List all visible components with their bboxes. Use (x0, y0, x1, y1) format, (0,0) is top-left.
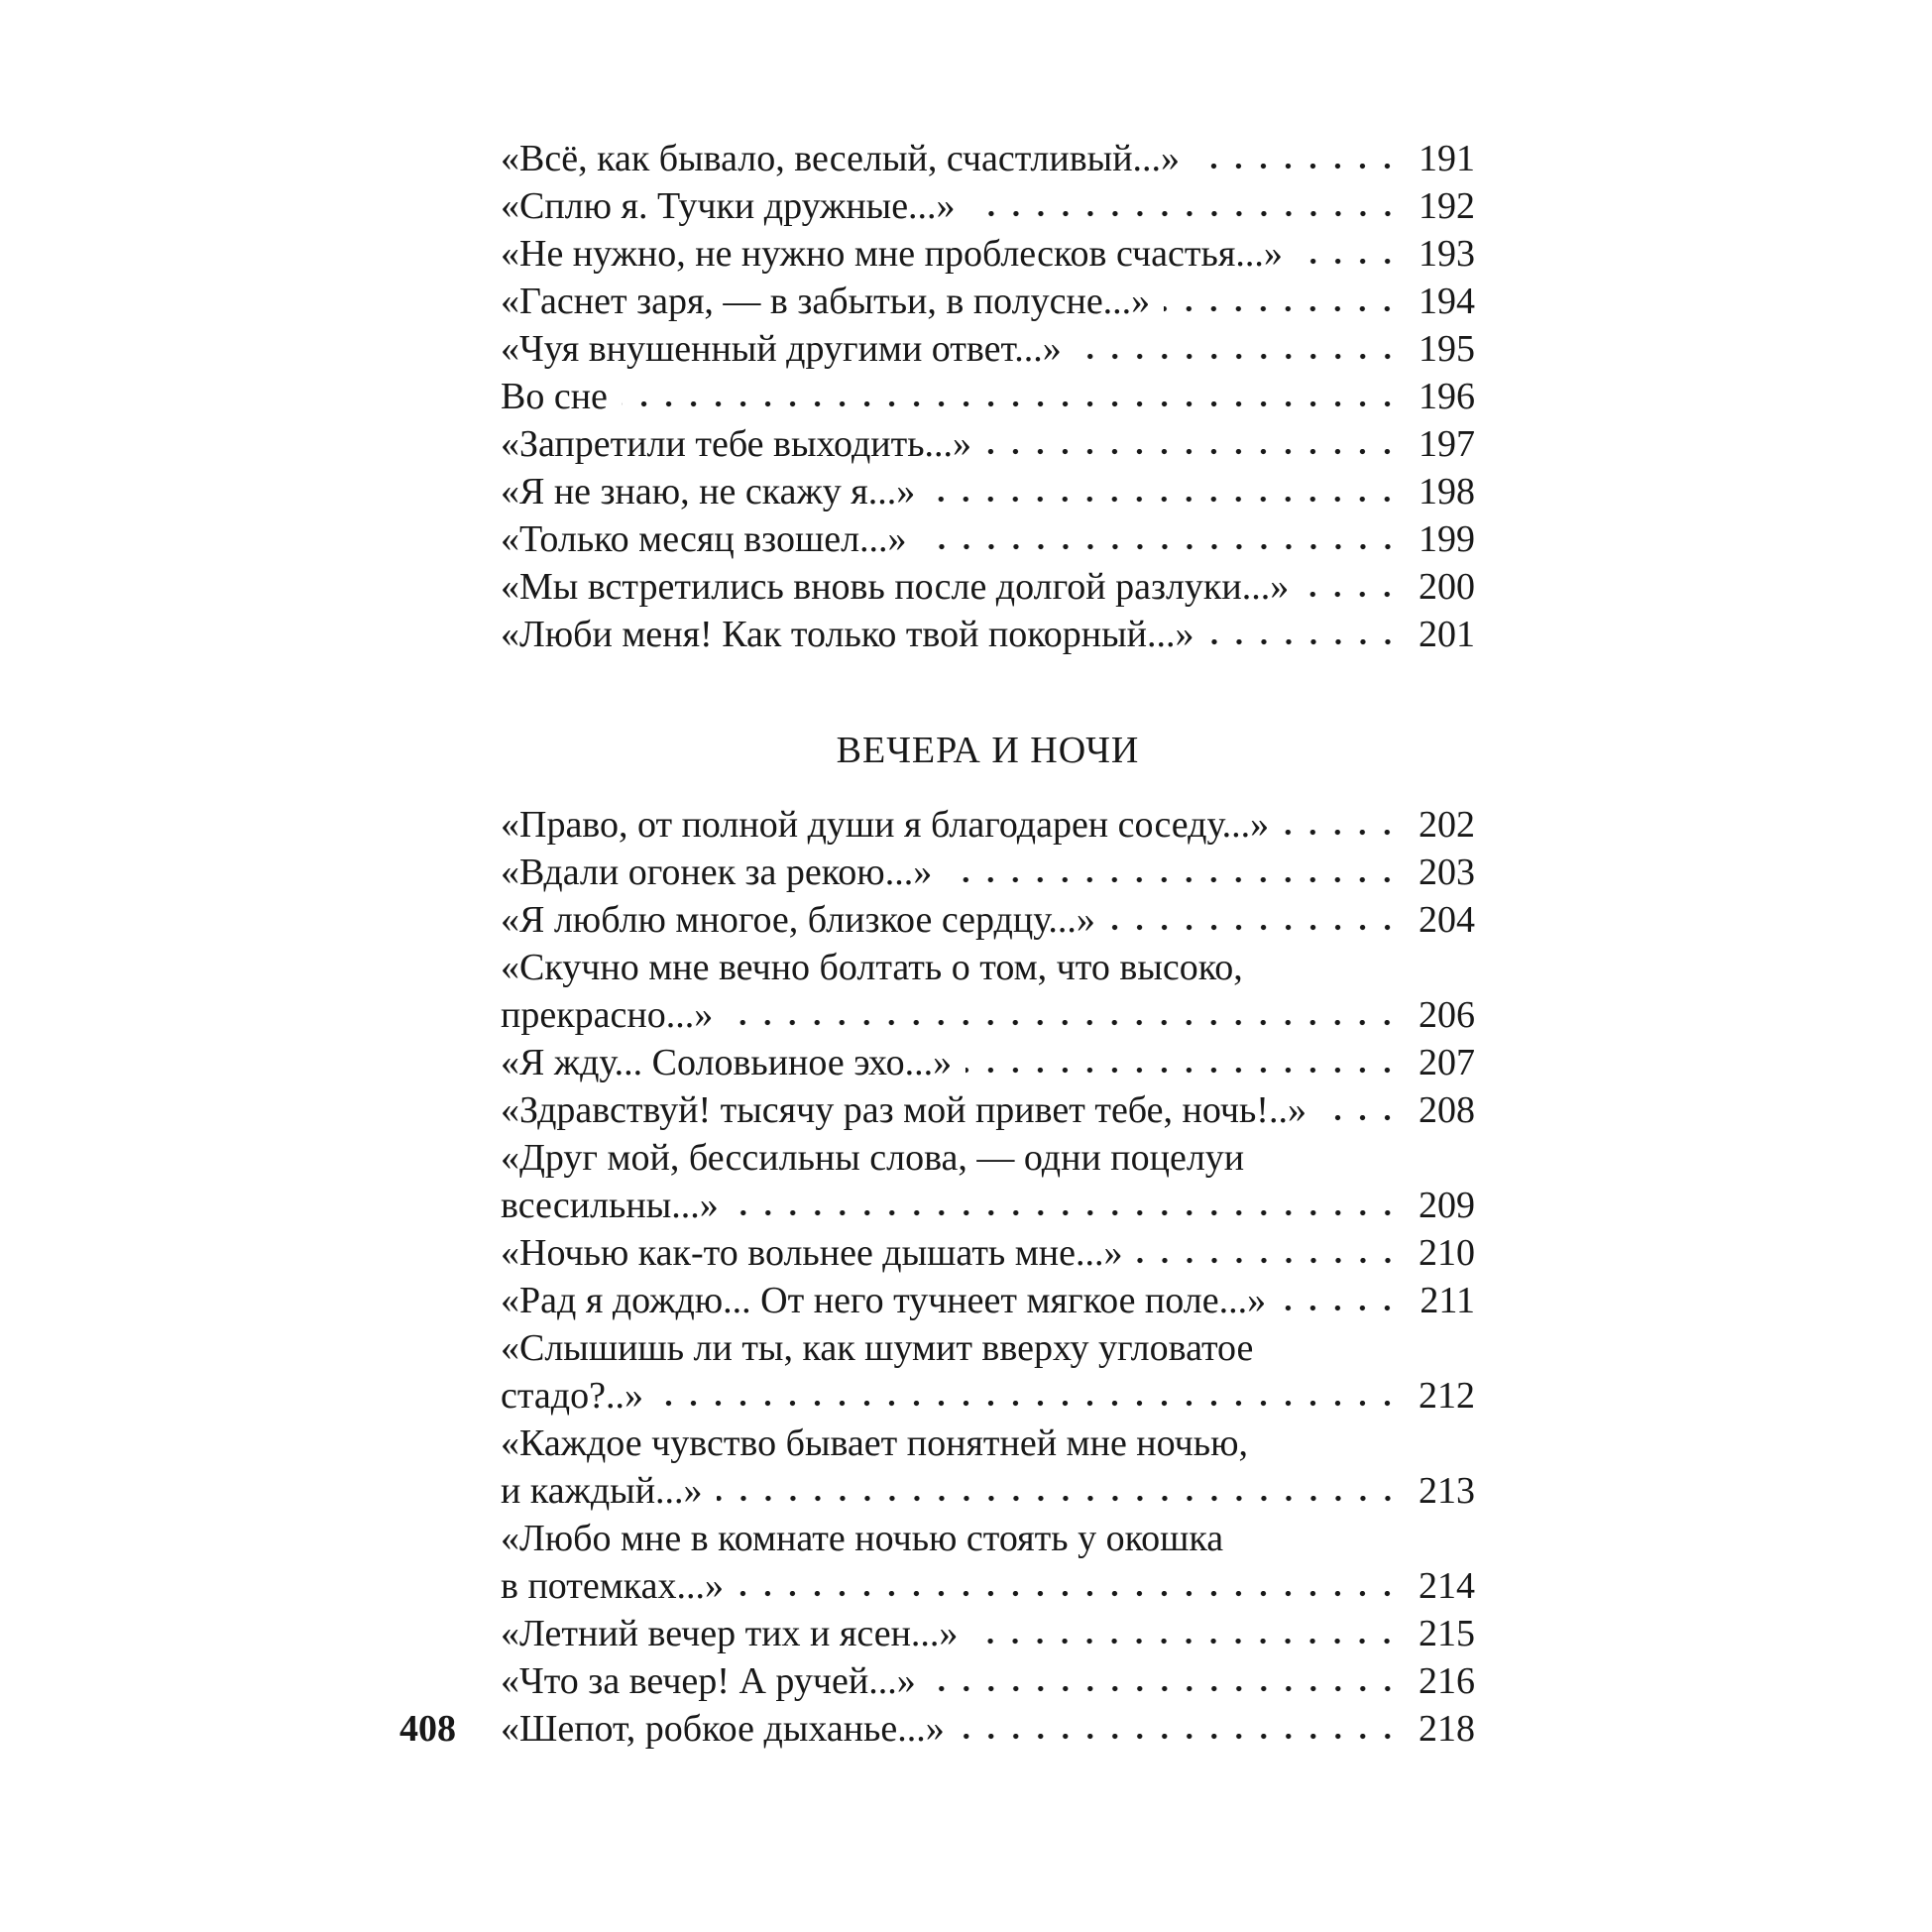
entry-title: «Вдали огонек за рекою...» (501, 852, 933, 893)
dot-leader (971, 1639, 1400, 1646)
entry-page-number: 199 (1419, 518, 1475, 560)
dot-leader (1076, 354, 1400, 361)
entry-page-number: 198 (1419, 471, 1475, 512)
toc-line (501, 135, 1475, 182)
toc-line (501, 1467, 1475, 1515)
toc-line (501, 896, 1475, 944)
toc-line (501, 230, 1475, 278)
toc-line (501, 1229, 1475, 1277)
toc-entry (501, 1229, 1475, 1277)
dot-leader (966, 1068, 1400, 1075)
entry-title: «Право, от полной души я благодарен соседу...» (501, 804, 1270, 846)
entry-title: «Друг мой, бессильны слова, — одни поцелуи (501, 1137, 1245, 1179)
dot-leader (622, 401, 1400, 408)
toc-entry (501, 135, 1475, 182)
dot-leader (946, 877, 1400, 884)
toc-entry (501, 1086, 1475, 1134)
toc-line (501, 468, 1475, 515)
entry-page-number: 213 (1419, 1470, 1475, 1512)
toc-line (501, 611, 1475, 658)
entry-page-number: 195 (1419, 328, 1475, 370)
entry-page-number: 209 (1419, 1185, 1475, 1226)
toc-entry (501, 1134, 1475, 1229)
toc-section (501, 135, 1475, 658)
toc-entry (501, 1039, 1475, 1086)
toc-line (501, 1562, 1475, 1610)
dot-leader (657, 1401, 1400, 1408)
dot-leader (1164, 306, 1400, 313)
dot-leader (929, 497, 1400, 504)
entry-page-number: 208 (1419, 1089, 1475, 1131)
entry-title: «Чуя внушенный другими ответ...» (501, 328, 1062, 370)
entry-title: «Любо мне в комнате ночью стоять у окошка (501, 1518, 1224, 1559)
toc-line (501, 1657, 1475, 1705)
dot-leader (985, 449, 1400, 456)
table-of-contents (501, 135, 1475, 1753)
entry-page-number: 210 (1419, 1232, 1475, 1274)
dot-leader (1208, 639, 1400, 646)
entry-title: «Запретили тебе выходить...» (501, 423, 972, 465)
entry-page-number: 191 (1419, 138, 1475, 179)
entry-title: «Гаснет заря, — в забытьи, в полусне...» (501, 281, 1151, 322)
toc-line (501, 1610, 1475, 1657)
toc-line (501, 1277, 1475, 1324)
toc-line (501, 1182, 1475, 1229)
dot-leader (1297, 259, 1400, 266)
entry-title: «Каждое чувство бывает понятней мне ночью, (501, 1422, 1248, 1464)
entry-title: в потемках...» (501, 1565, 725, 1607)
toc-entry (501, 563, 1475, 611)
entry-title: «Я не знаю, не скажу я...» (501, 471, 916, 512)
entry-page-number: 212 (1419, 1375, 1475, 1417)
entry-page-number: 196 (1419, 376, 1475, 417)
entry-page-number: 204 (1419, 899, 1475, 941)
dot-leader (727, 1020, 1400, 1027)
entry-title: «Здравствуй! тысячу раз мой привет тебе, ночь!..» (501, 1089, 1307, 1131)
entry-title: «Ночью как-то вольнее дышать мне...» (501, 1232, 1123, 1274)
entry-title: «Скучно мне вечно болтать о том, что высоко, (501, 947, 1243, 988)
toc-line (501, 373, 1475, 420)
toc-entry (501, 801, 1475, 849)
entry-page-number: 214 (1419, 1565, 1475, 1607)
toc-line (501, 1372, 1475, 1420)
entry-title: стадо?..» (501, 1375, 644, 1417)
toc-line (501, 849, 1475, 896)
entry-title: «Что за вечер! А ручей...» (501, 1660, 916, 1702)
toc-line (501, 278, 1475, 325)
entry-title: Во сне (501, 376, 608, 417)
dot-leader (717, 1496, 1400, 1503)
toc-entry (501, 1515, 1475, 1610)
entry-title: «Я жду... Соловьиное эхо...» (501, 1042, 953, 1083)
entry-title: «Слышишь ли ты, как шумит вверху угловатое (501, 1327, 1254, 1369)
toc-entry (501, 1277, 1475, 1324)
entry-page-number: 216 (1419, 1660, 1475, 1702)
toc-entry (501, 182, 1475, 230)
dot-leader (738, 1591, 1400, 1598)
entry-title: «Мы встретились вновь после долгой разлуки...» (501, 566, 1290, 608)
entry-page-number: 207 (1419, 1042, 1475, 1083)
toc-line (501, 991, 1475, 1039)
toc-entry (501, 515, 1475, 563)
entry-title: «Всё, как бывало, веселый, счастливый...» (501, 138, 1181, 179)
entry-title: «Шепот, робкое дыханье...» (501, 1708, 945, 1750)
entry-title: «Сплю я. Тучки дружные...» (501, 185, 956, 227)
toc-entry (501, 325, 1475, 373)
dot-leader (1193, 164, 1400, 170)
folio-page-number: 408 (399, 1708, 456, 1750)
entry-title: «Рад я дождю... От него тучнеет мягкое поле...» (501, 1280, 1267, 1321)
dot-leader (1283, 830, 1400, 837)
section-heading: ВЕЧЕРА И НОЧИ (836, 730, 1140, 771)
toc-entry (501, 1420, 1475, 1515)
dot-leader (1109, 925, 1400, 932)
entry-title: и каждый...» (501, 1470, 703, 1512)
entry-title: всесильны...» (501, 1185, 719, 1226)
toc-entry (501, 1324, 1475, 1420)
dot-leader (1137, 1258, 1400, 1265)
toc-line (501, 182, 1475, 230)
dot-leader (930, 1686, 1400, 1693)
entry-title: «Только месяц взошел...» (501, 518, 907, 560)
toc-line (501, 944, 1475, 991)
entry-page-number: 203 (1419, 852, 1475, 893)
toc-entry (501, 611, 1475, 658)
dot-leader (1280, 1306, 1400, 1312)
toc-entry (501, 278, 1475, 325)
entry-title: «Я люблю многое, близкое сердцу...» (501, 899, 1095, 941)
dot-leader (1303, 592, 1400, 599)
entry-title: прекрасно...» (501, 994, 714, 1036)
entry-page-number: 200 (1419, 566, 1475, 608)
dot-leader (959, 1734, 1400, 1741)
toc-entry (501, 420, 1475, 468)
entry-page-number: 211 (1420, 1280, 1475, 1321)
toc-line (501, 1039, 1475, 1086)
toc-entry (501, 849, 1475, 896)
dot-leader (921, 544, 1400, 551)
entry-page-number: 202 (1419, 804, 1475, 846)
entry-title: «Не нужно, не нужно мне проблесков счастья...» (501, 233, 1283, 275)
entry-page-number: 201 (1419, 614, 1475, 655)
dot-leader (1320, 1115, 1400, 1122)
entry-page-number: 218 (1419, 1708, 1475, 1750)
toc-line (501, 1705, 1475, 1753)
toc-entry (501, 1657, 1475, 1705)
toc-section (501, 727, 1475, 1753)
entry-page-number: 192 (1419, 185, 1475, 227)
toc-entry (501, 1610, 1475, 1657)
entry-page-number: 193 (1419, 233, 1475, 275)
toc-entry (501, 896, 1475, 944)
toc-line (501, 563, 1475, 611)
toc-entry (501, 468, 1475, 515)
toc-line (501, 1134, 1475, 1182)
toc-entry (501, 1705, 1475, 1753)
toc-entry (501, 373, 1475, 420)
entry-page-number: 194 (1419, 281, 1475, 322)
toc-line (501, 1515, 1475, 1562)
entry-page-number: 206 (1419, 994, 1475, 1036)
toc-line (501, 420, 1475, 468)
toc-line (501, 1324, 1475, 1372)
toc-line (501, 325, 1475, 373)
toc-line (501, 801, 1475, 849)
entry-title: «Летний вечер тих и ясен...» (501, 1613, 959, 1654)
dot-leader (969, 211, 1400, 218)
toc-entry (501, 230, 1475, 278)
entry-page-number: 197 (1419, 423, 1475, 465)
toc-entry (501, 944, 1475, 1039)
entry-page-number: 215 (1419, 1613, 1475, 1654)
toc-line (501, 515, 1475, 563)
toc-line (501, 1420, 1475, 1467)
dot-leader (733, 1210, 1400, 1217)
toc-line (501, 1086, 1475, 1134)
entry-title: «Люби меня! Как только твой покорный...» (501, 614, 1194, 655)
